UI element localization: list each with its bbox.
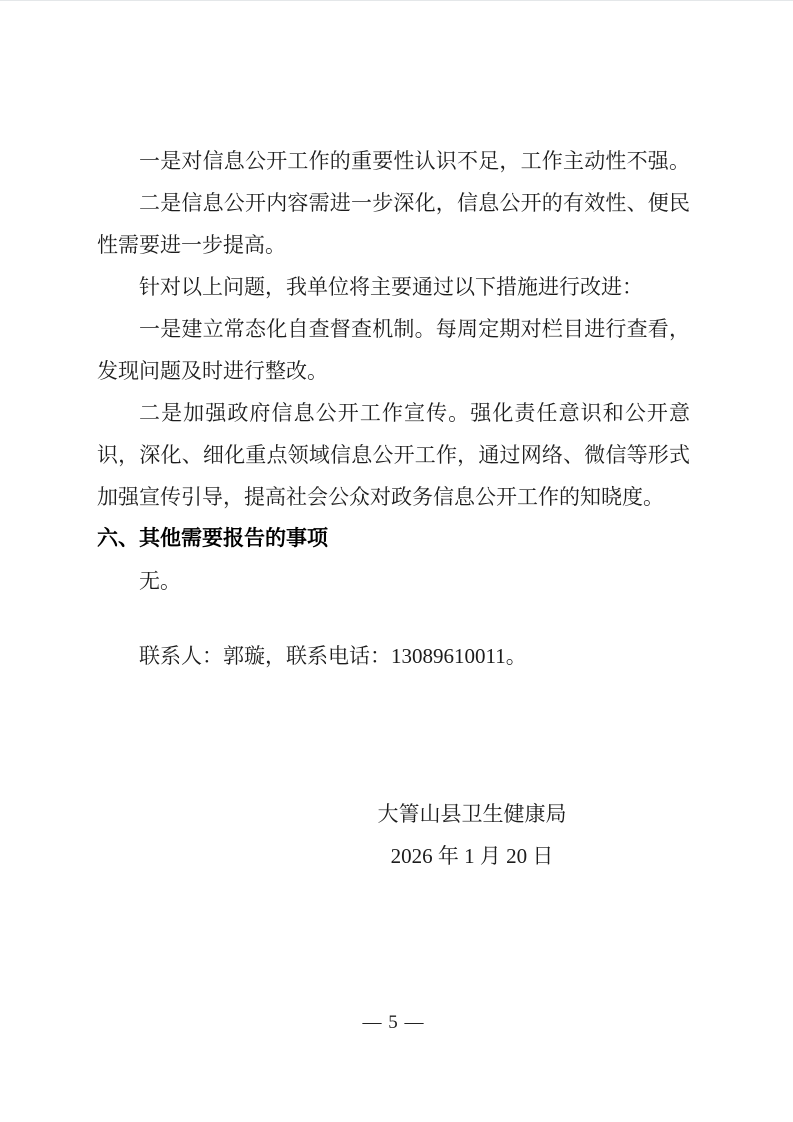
body-line: 加强宣传引导，提高社会公众对政务信息公开工作的知晓度。 — [97, 485, 664, 509]
body-line: 二是信息公开内容需进一步深化，信息公开的有效性、便民 — [139, 191, 690, 215]
signature-block — [372, 793, 572, 877]
body-line: 性需要进一步提高。 — [97, 233, 286, 257]
body-line: 针对以上问题，我单位将主要通过以下措施进行改进： — [139, 275, 643, 299]
body-line: 发现问题及时进行整改。 — [97, 359, 328, 383]
none-line: 无。 — [139, 569, 181, 593]
contact-line: 联系人：郭璇，联系电话：13089610011。 — [139, 644, 527, 668]
body-line: 二是加强政府信息公开工作宣传。强化责任意识和公开意 — [139, 401, 690, 425]
signature-date: 2026 年 1 月 20 日 — [390, 844, 554, 868]
page-top-edge — [0, 0, 793, 1]
section-heading: 六、其他需要报告的事项 — [97, 527, 328, 550]
document-body — [97, 140, 690, 1044]
signature-agency: 大箐山县卫生健康局 — [377, 802, 567, 826]
vertical-spacer — [97, 602, 690, 635]
body-line: 一是建立常态化自查督查机制。每周定期对栏目进行查看， — [139, 317, 690, 341]
body-line: 一是对信息公开工作的重要性认识不足，工作主动性不强。 — [139, 149, 690, 173]
body-line: 识，深化、细化重点领域信息公开工作，通过网络、微信等形式 — [97, 443, 690, 467]
page-number: — 5 — — [362, 1012, 425, 1033]
